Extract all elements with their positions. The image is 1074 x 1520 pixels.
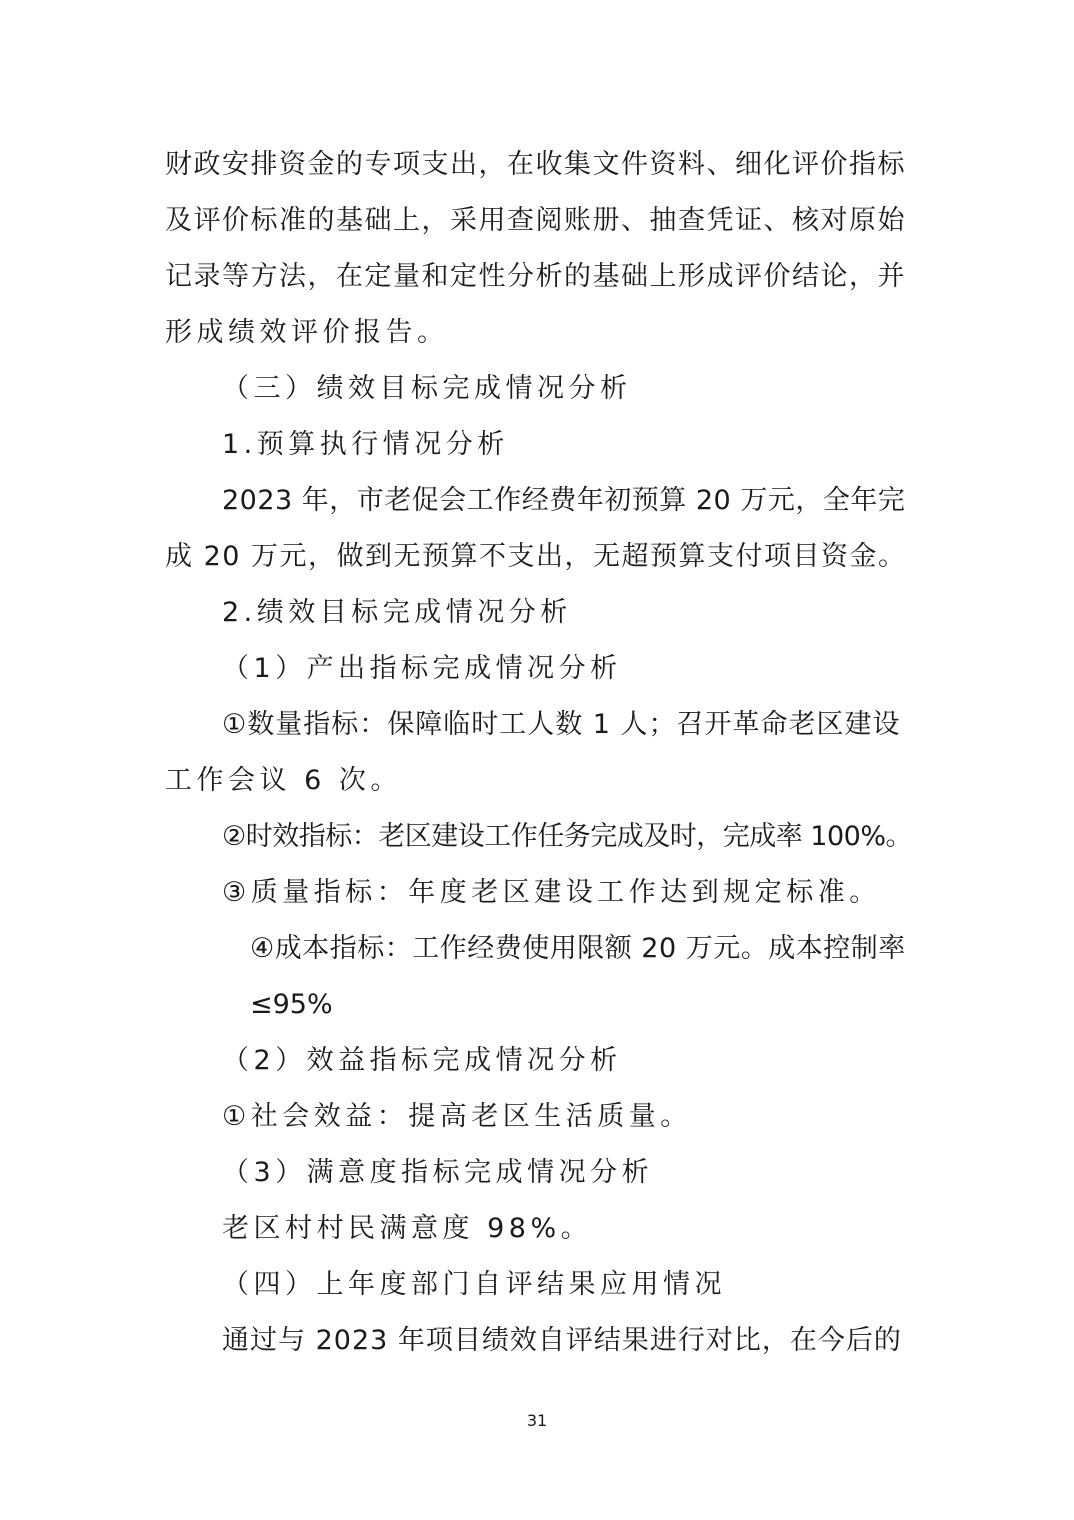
paragraph-line: 及评价标准的基础上，采用查阅账册、抽查凭证、核对原始	[165, 205, 906, 236]
paragraph-line: 形成绩效评价报告。	[165, 317, 449, 348]
page-number: 31	[526, 1411, 548, 1430]
paragraph-line: ①社会效益：提高老区生活质量。	[222, 1101, 692, 1132]
section-heading: （三）绩效目标完成情况分析	[222, 373, 632, 404]
paragraph-line: 老区村村民满意度 98%。	[222, 1213, 593, 1244]
paragraph-line: ③质量指标：年度老区建设工作达到规定标准。	[222, 877, 881, 908]
section-heading: （四）上年度部门自评结果应用情况	[222, 1269, 726, 1300]
subsection-heading: （3）满意度指标完成情况分析	[222, 1157, 654, 1188]
subsection-heading: 1.预算执行情况分析	[222, 429, 509, 460]
paragraph-line: 财政安排资金的专项支出，在收集文件资料、细化评价指标	[165, 149, 906, 180]
paragraph-line: 2023 年，市老促会工作经费年初预算 20 万元，全年完	[222, 485, 906, 516]
paragraph-line: 成 20 万元，做到无预算不支出，无超预算支付项目资金。	[165, 541, 907, 572]
subsection-heading: （2）效益指标完成情况分析	[222, 1045, 622, 1076]
paragraph-line: ①数量指标：保障临时工人数 1 人；召开革命老区建设	[222, 709, 901, 740]
paragraph-line: ②时效指标：老区建设工作任务完成及时，完成率 100%。	[222, 821, 912, 852]
paragraph-line: ④成本指标：工作经费使用限额 20 万元。成本控制率	[250, 933, 906, 964]
paragraph-line: 工作会议 6 次。	[165, 765, 402, 796]
paragraph-line: ≤95%	[250, 989, 333, 1020]
subsection-heading: 2.绩效目标完成情况分析	[222, 597, 572, 628]
paragraph-line: 记录等方法，在定量和定性分析的基础上形成评价结论，并	[165, 261, 906, 292]
subsection-heading: （1）产出指标完成情况分析	[222, 653, 622, 684]
paragraph-line: 通过与 2023 年项目绩效自评结果进行对比，在今后的	[222, 1325, 902, 1356]
